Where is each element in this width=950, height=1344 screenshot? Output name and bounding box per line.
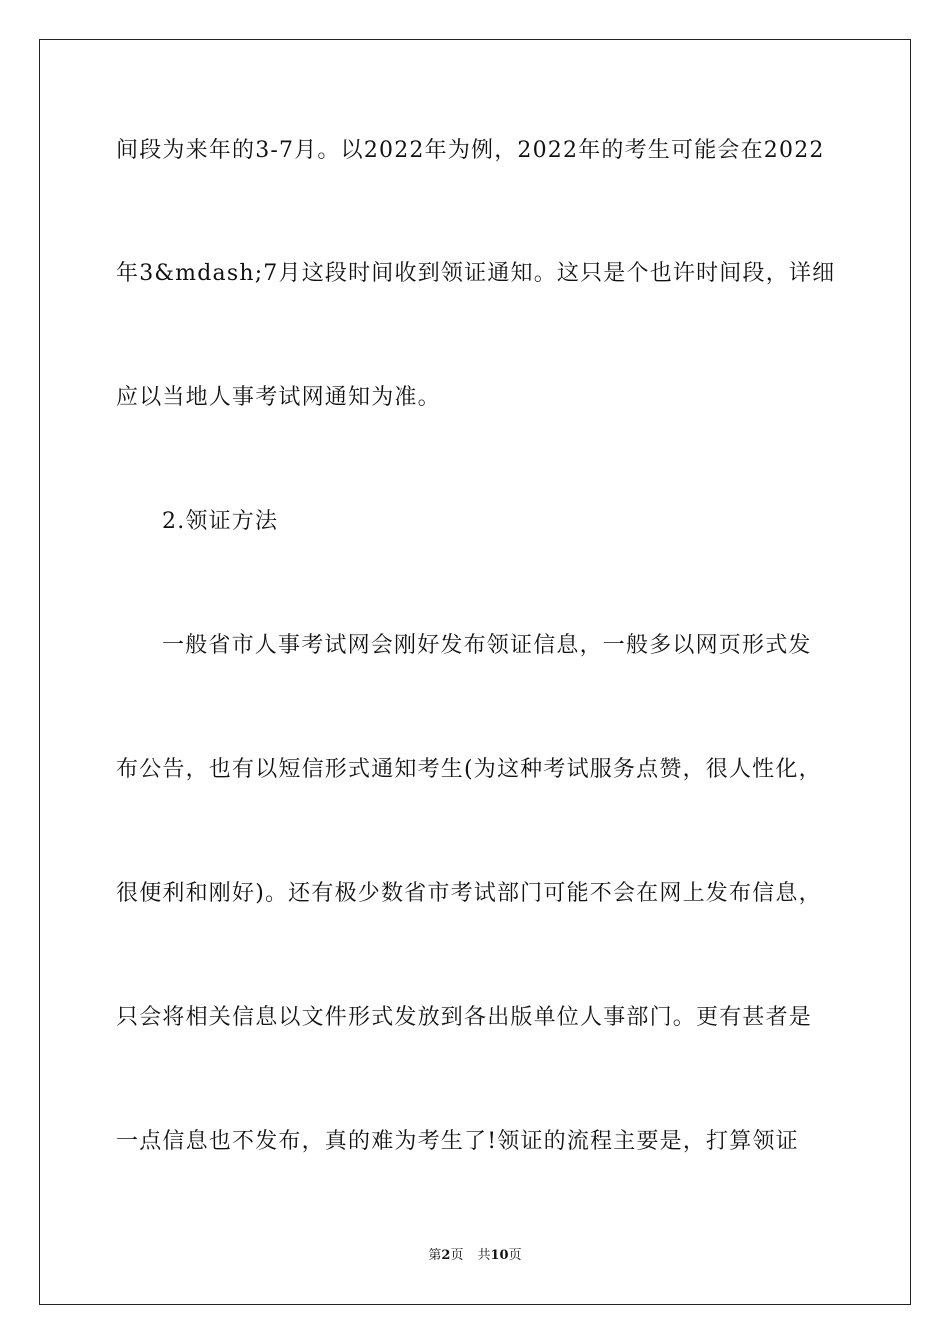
text-line-3: 应以当地人事考试网通知为准。 (116, 385, 441, 410)
text-line-8: 只会将相关信息以文件形式发放到各出版单位人事部门。更有甚者是 (116, 1005, 813, 1030)
page-prefix: 第 (428, 1248, 442, 1263)
page-number: 2 (441, 1248, 451, 1263)
total-prefix: 共 (477, 1248, 491, 1263)
text-line-7: 很便利和刚好)。还有极少数省市考试部门可能不会在网上发布信息， (116, 881, 822, 906)
total-suffix: 页 (508, 1248, 522, 1263)
text-line-9: 一点信息也不发布，真的难为考生了!领证的流程主要是，打算领证 (116, 1129, 799, 1154)
section-heading: 2.领证方法 (162, 509, 279, 534)
text-line-1: 间段为来年的3-7月。以2022年为例，2022年的考生可能会在2022 (116, 138, 825, 163)
text-line-5: 一般省市人事考试网会刚好发布领证信息，一般多以网页形式发 (162, 633, 812, 658)
page-border (39, 39, 911, 1305)
total-pages: 10 (490, 1248, 509, 1263)
text-line-6: 布公告，也有以短信形式通知考生(为这种考试服务点赞，很人性化， (116, 757, 822, 782)
page-suffix: 页 (450, 1248, 464, 1263)
text-line-2: 年3&mdash;7月这段时间收到领证通知。这只是个也许时间段，详细 (116, 261, 836, 286)
page-footer (0, 1247, 950, 1265)
